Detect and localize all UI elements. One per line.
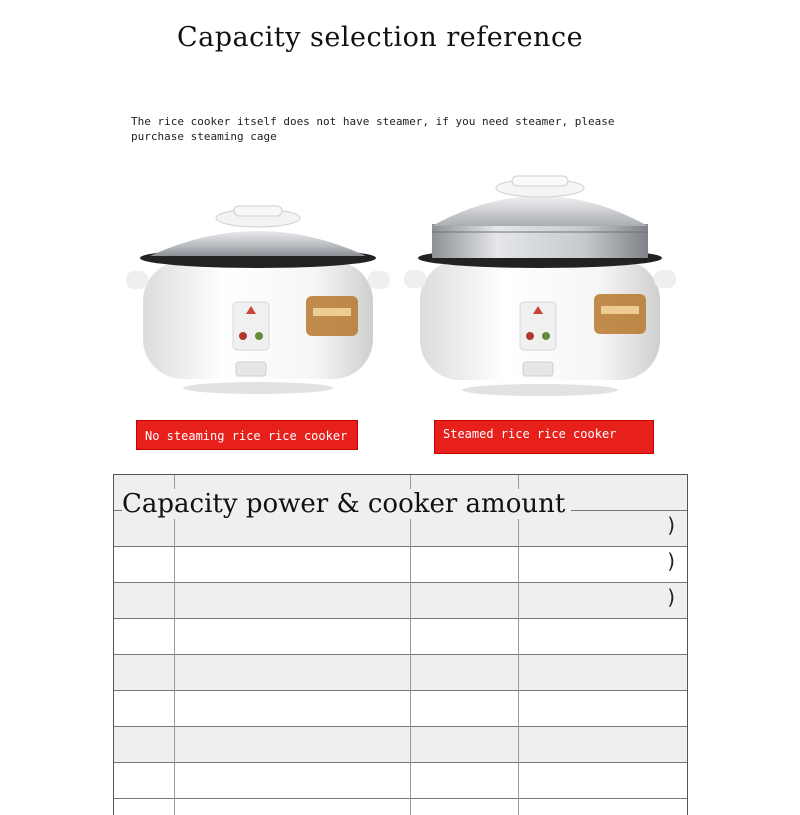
table-column-divider: [174, 475, 175, 815]
product-image-no-steamer: [118, 196, 398, 406]
label-no-steaming: No steaming rice rice cooker: [136, 420, 358, 450]
table-column-divider: [410, 475, 411, 815]
table-cell-paren: ): [667, 513, 675, 537]
table-row: [114, 691, 687, 727]
table-cell-paren: ): [667, 549, 675, 573]
table-header: Capacity power & cooker amount: [122, 489, 571, 519]
steamer-note: The rice cooker itself does not have steamer, if you need steamer, please purchase steaming cage: [131, 115, 615, 143]
table-row: [114, 583, 687, 619]
page-title: Capacity selection reference: [176, 22, 584, 53]
table-row: [114, 619, 687, 655]
label-steamed: Steamed rice rice cooker: [434, 420, 654, 454]
steamer-rice-cooker-image: [400, 170, 680, 406]
capacity-table: [113, 474, 688, 815]
rice-cooker-image: [118, 196, 398, 406]
table-row: [114, 763, 687, 799]
table-column-divider: [518, 475, 519, 815]
table-row: [114, 727, 687, 763]
table-cell-paren: ): [667, 585, 675, 609]
table-row: [114, 655, 687, 691]
table-row: [114, 547, 687, 583]
product-image-with-steamer: [400, 170, 680, 406]
